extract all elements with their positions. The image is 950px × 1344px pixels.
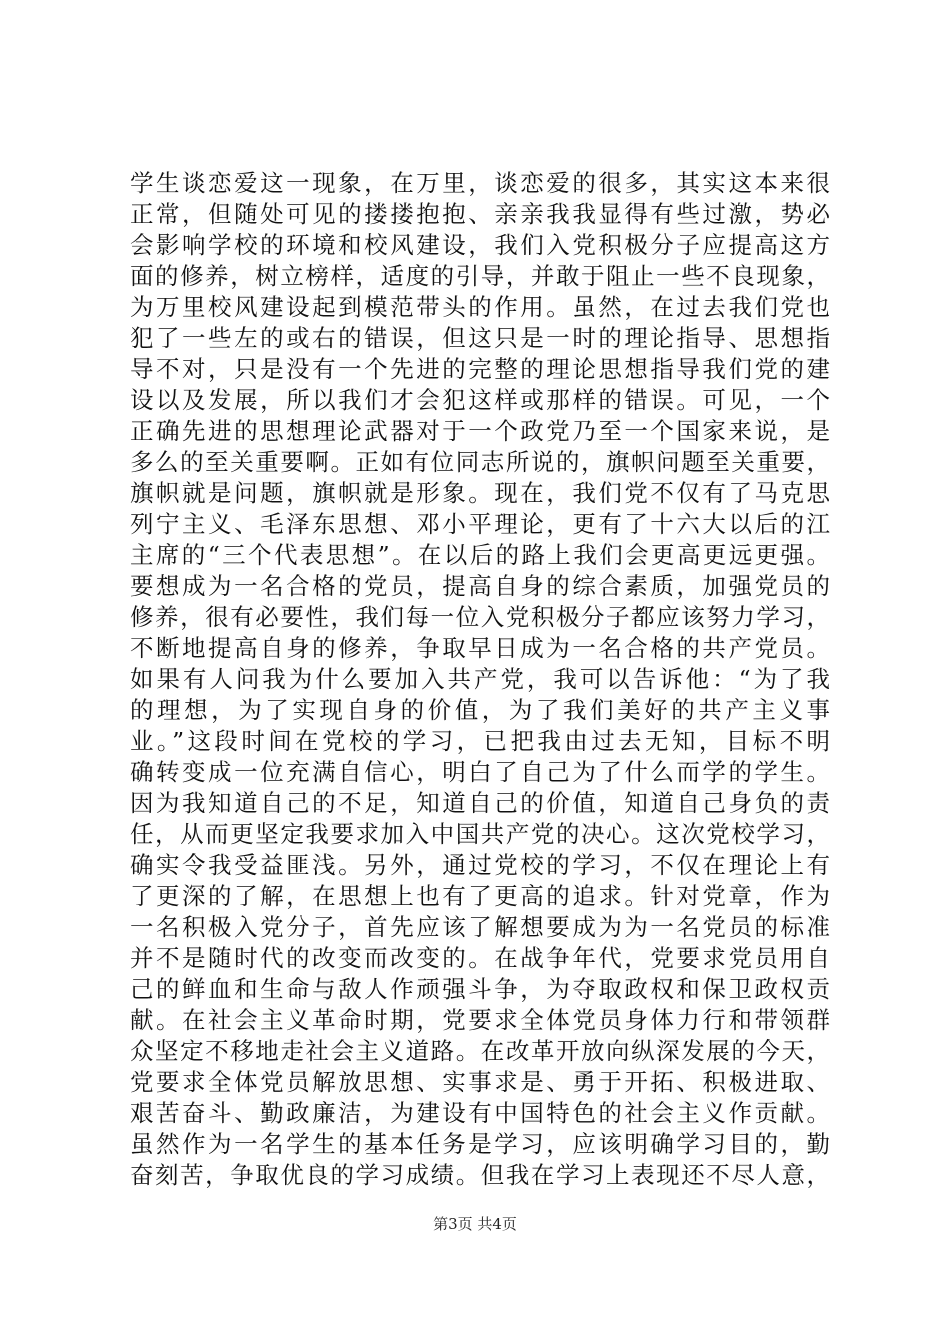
body-line: 任，从而更坚定我要求加入中国共产党的决心。这次党校学习， — [130, 820, 830, 848]
body-line: 设以及发展，所以我们才会犯这样或那样的错误。可见，一个 — [130, 386, 830, 414]
body-line: 己的鲜血和生命与敌人作顽强斗争，为夺取政权和保卫政权贡 — [130, 975, 830, 1003]
body-line: 旗帜就是问题，旗帜就是形象。现在，我们党不仅有了马克思 — [130, 479, 830, 507]
body-line: 不断地提高自身的修养，争取早日成为一名合格的共产党员。 — [130, 634, 830, 662]
body-line: 因为我知道自己的不足，知道自己的价值，知道自己身负的责 — [130, 789, 830, 817]
body-line: 并不是随时代的改变而改变的。在战争年代，党要求党员用自 — [130, 944, 830, 972]
body-line: 一名积极入党分子，首先应该了解想要成为为一名党员的标准 — [130, 913, 830, 941]
body-line: 确转变成一位充满自信心，明白了自己为了什么而学的学生。 — [130, 758, 830, 786]
body-line: 列宁主义、毛泽东思想、邓小平理论，更有了十六大以后的江 — [130, 510, 830, 538]
page-footer: 第3页 共4页 — [433, 1215, 517, 1233]
body-line: 正常，但随处可见的搂搂抱抱、亲亲我我显得有些过激，势必 — [130, 200, 830, 228]
body-line: 多么的至关重要啊。正如有位同志所说的，旗帜问题至关重要， — [130, 448, 830, 476]
body-line: 导不对，只是没有一个先进的完整的理论思想指导我们党的建 — [130, 355, 830, 383]
body-line: 犯了一些左的或右的错误，但这只是一时的理论指导、思想指 — [130, 324, 830, 352]
body-line: 党要求全体党员解放思想、实事求是、勇于开拓、积极进取、 — [130, 1068, 830, 1096]
body-line: 面的修养，树立榜样，适度的引导，并敢于阻止一些不良现象， — [130, 262, 830, 290]
body-line: 业。”这段时间在党校的学习，已把我由过去无知，目标不明 — [130, 727, 830, 755]
body-line: 要想成为一名合格的党员，提高自身的综合素质，加强党员的 — [130, 572, 830, 600]
body-line: 正确先进的思想理论武器对于一个政党乃至一个国家来说，是 — [130, 417, 830, 445]
body-line: 虽然作为一名学生的基本任务是学习，应该明确学习目的，勤 — [130, 1130, 830, 1158]
body-line: 主席的“三个代表思想”。在以后的路上我们会更高更远更强。 — [130, 541, 830, 569]
body-line: 会影响学校的环境和校风建设，我们入党积极分子应提高这方 — [130, 231, 830, 259]
body-line: 的理想，为了实现自身的价值，为了我们美好的共产主义事 — [130, 696, 830, 724]
body-line: 艰苦奋斗、勤政廉洁，为建设有中国特色的社会主义作贡献。 — [130, 1099, 830, 1127]
body-line: 献。在社会主义革命时期，党要求全体党员身体力行和带领群 — [130, 1006, 830, 1034]
body-line: 为万里校风建设起到模范带头的作用。虽然，在过去我们党也 — [130, 293, 830, 321]
body-line: 修养，很有必要性，我们每一位入党积极分子都应该努力学习， — [130, 603, 830, 631]
body-line: 如果有人问我为什么要加入共产党，我可以告诉他：“为了我 — [130, 665, 830, 693]
body-line: 奋刻苦，争取优良的学习成绩。但我在学习上表现还不尽人意， — [130, 1161, 830, 1189]
body-line: 了更深的了解，在思想上也有了更高的追求。针对党章，作为 — [130, 882, 830, 910]
body-line: 众坚定不移地走社会主义道路。在改革开放向纵深发展的今天， — [130, 1037, 830, 1065]
body-line: 确实令我受益匪浅。另外，通过党校的学习，不仅在理论上有 — [130, 851, 830, 879]
document-body — [130, 168, 830, 1191]
body-line: 学生谈恋爱这一现象，在万里，谈恋爱的很多，其实这本来很 — [130, 169, 830, 197]
